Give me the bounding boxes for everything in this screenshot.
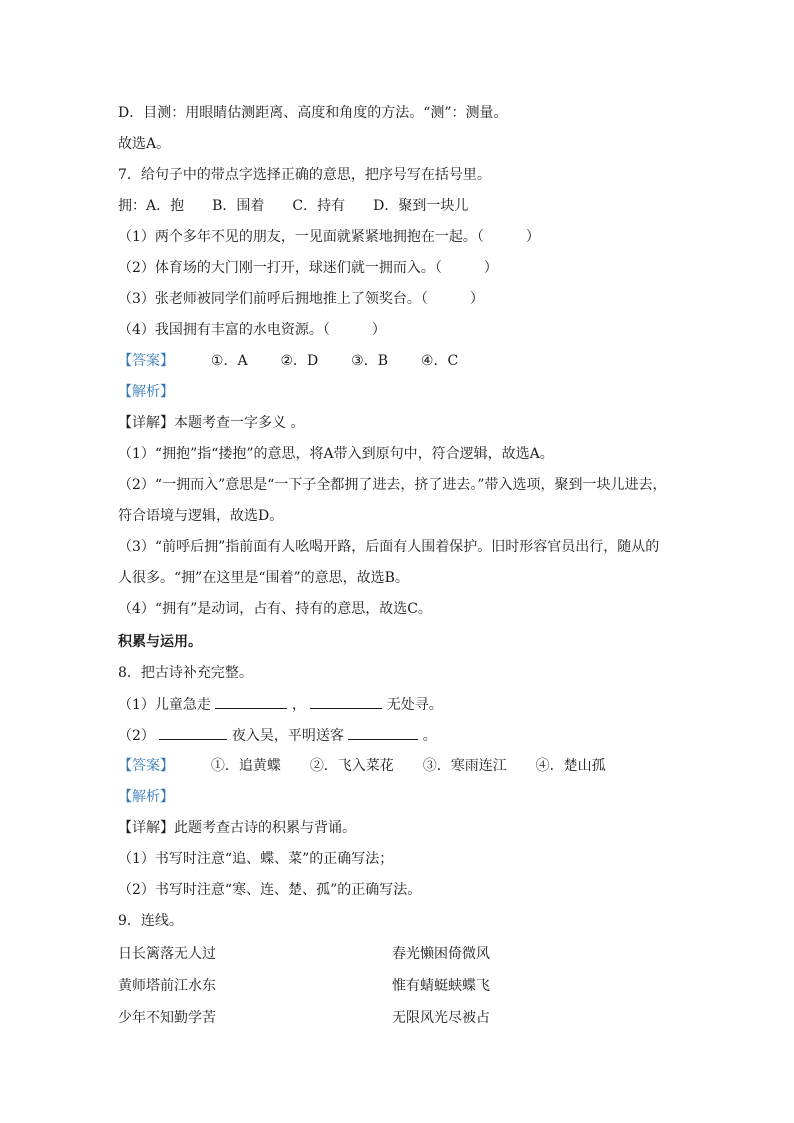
answer-item: ④．C bbox=[420, 353, 459, 369]
answer-item: ②．飞入菜花 bbox=[309, 758, 394, 774]
match-right: 春光懒困倚微风 bbox=[392, 946, 490, 962]
answer-tag: 【答案】 bbox=[118, 353, 174, 369]
question-9-title: 9．连线。 bbox=[118, 913, 183, 929]
match-left: 少年不知勤学苦 bbox=[118, 1010, 216, 1026]
match-row bbox=[118, 976, 490, 996]
sentence-text: 。 bbox=[422, 728, 437, 744]
question-7-sentence-3: （3）张老师被同学们前呼后拥地推上了领奖台。（ ） bbox=[118, 291, 484, 307]
match-left: 日长篱落无人过 bbox=[118, 946, 216, 962]
answer-item: ①．A bbox=[210, 353, 248, 369]
answer-blank bbox=[348, 725, 418, 740]
match-row bbox=[118, 1008, 490, 1028]
sentence-text: 夜入吴，平明送客 bbox=[231, 728, 344, 744]
question-8-detail: 【详解】此题考查古诗的积累与背诵。 bbox=[118, 820, 356, 836]
text-line-choose-a: 故选A。 bbox=[118, 136, 171, 152]
question-7-sentence-2: （2）体育场的大门刚一打开，球迷们就一拥而入。（ ） bbox=[118, 260, 498, 276]
answer-tag: 【答案】 bbox=[118, 758, 174, 774]
match-row bbox=[118, 944, 490, 964]
answer-item: ④．楚山孤 bbox=[535, 758, 606, 774]
question-8-sentence-1 bbox=[118, 694, 443, 715]
answer-item: ①．追黄蝶 bbox=[210, 758, 281, 774]
text-line-option-d: D．目测：用眼睛估测距离、高度和角度的方法。“测”：测量。 bbox=[118, 105, 508, 121]
section-title: 积累与运用。 bbox=[118, 634, 202, 650]
question-8-title: 8．把古诗补充完整。 bbox=[118, 665, 253, 681]
question-7-detail-4: （4）“拥有”是动词，占有、持有的意思，故选C。 bbox=[118, 601, 432, 617]
question-7-sentence-4: （4）我国拥有丰富的水电资源。（ ） bbox=[118, 322, 386, 338]
answer-item: ②．D bbox=[280, 353, 319, 369]
question-7-detail-3a: （3）“前呼后拥”指前面有人吆喝开路，后面有人围着保护。旧时形容官员出行，随从的 bbox=[118, 539, 660, 555]
sentence-text: 无处寻。 bbox=[386, 697, 443, 713]
answer-blank bbox=[215, 694, 287, 709]
question-7-options: 拥：A．抱 B．围着 C．持有 D．聚到一块儿 bbox=[118, 198, 469, 214]
question-7-detail-2b: 符合语境与逻辑，故选D。 bbox=[118, 508, 284, 524]
answer-blank bbox=[159, 725, 227, 740]
match-right: 无限风光尽被占 bbox=[392, 1010, 490, 1026]
match-left: 黄师塔前江水东 bbox=[118, 978, 216, 994]
match-right: 惟有蜻蜓蛱蝶飞 bbox=[392, 978, 490, 994]
sentence-text: （1）儿童急走 bbox=[118, 697, 211, 713]
answer-blank bbox=[310, 694, 382, 709]
question-8-answer bbox=[118, 756, 606, 776]
question-7-title: 7．给句子中的带点字选择正确的意思，把序号写在括号里。 bbox=[118, 167, 491, 183]
answer-item: ③．寒雨连江 bbox=[422, 758, 507, 774]
question-7-detail-2a: （2）“一拥而入”意思是“一下子全都拥了进去，挤了进去。”带入选项，聚到一块儿进去， bbox=[118, 477, 667, 493]
question-7-detail-1: （1）“拥抱”指“搂抱”的意思，将A带入到原句中，符合逻辑，故选A。 bbox=[118, 446, 554, 462]
question-7-detail-3b: 人很多。“拥”在这里是“围着”的意思，故选B。 bbox=[118, 570, 409, 586]
question-7-answer bbox=[118, 351, 458, 371]
question-8-detail-1: （1）书写时注意“追、蝶、菜”的正确写法； bbox=[118, 851, 394, 867]
question-7-sentence-1: （1）两个多年不见的朋友，一见面就紧紧地拥抱在一起。（ ） bbox=[118, 229, 540, 245]
sentence-text: （2） bbox=[118, 728, 155, 744]
question-8-detail-2: （2）书写时注意“寒、连、楚、孤”的正确写法。 bbox=[118, 882, 422, 898]
sentence-text: ， bbox=[291, 697, 306, 713]
question-7-detail: 【详解】本题考查一字多义 。 bbox=[118, 415, 305, 431]
answer-item: ③．B bbox=[351, 353, 389, 369]
question-8-analysis-tag: 【解析】 bbox=[118, 789, 174, 805]
question-7-analysis-tag: 【解析】 bbox=[118, 384, 174, 400]
question-8-sentence-2 bbox=[118, 725, 437, 746]
